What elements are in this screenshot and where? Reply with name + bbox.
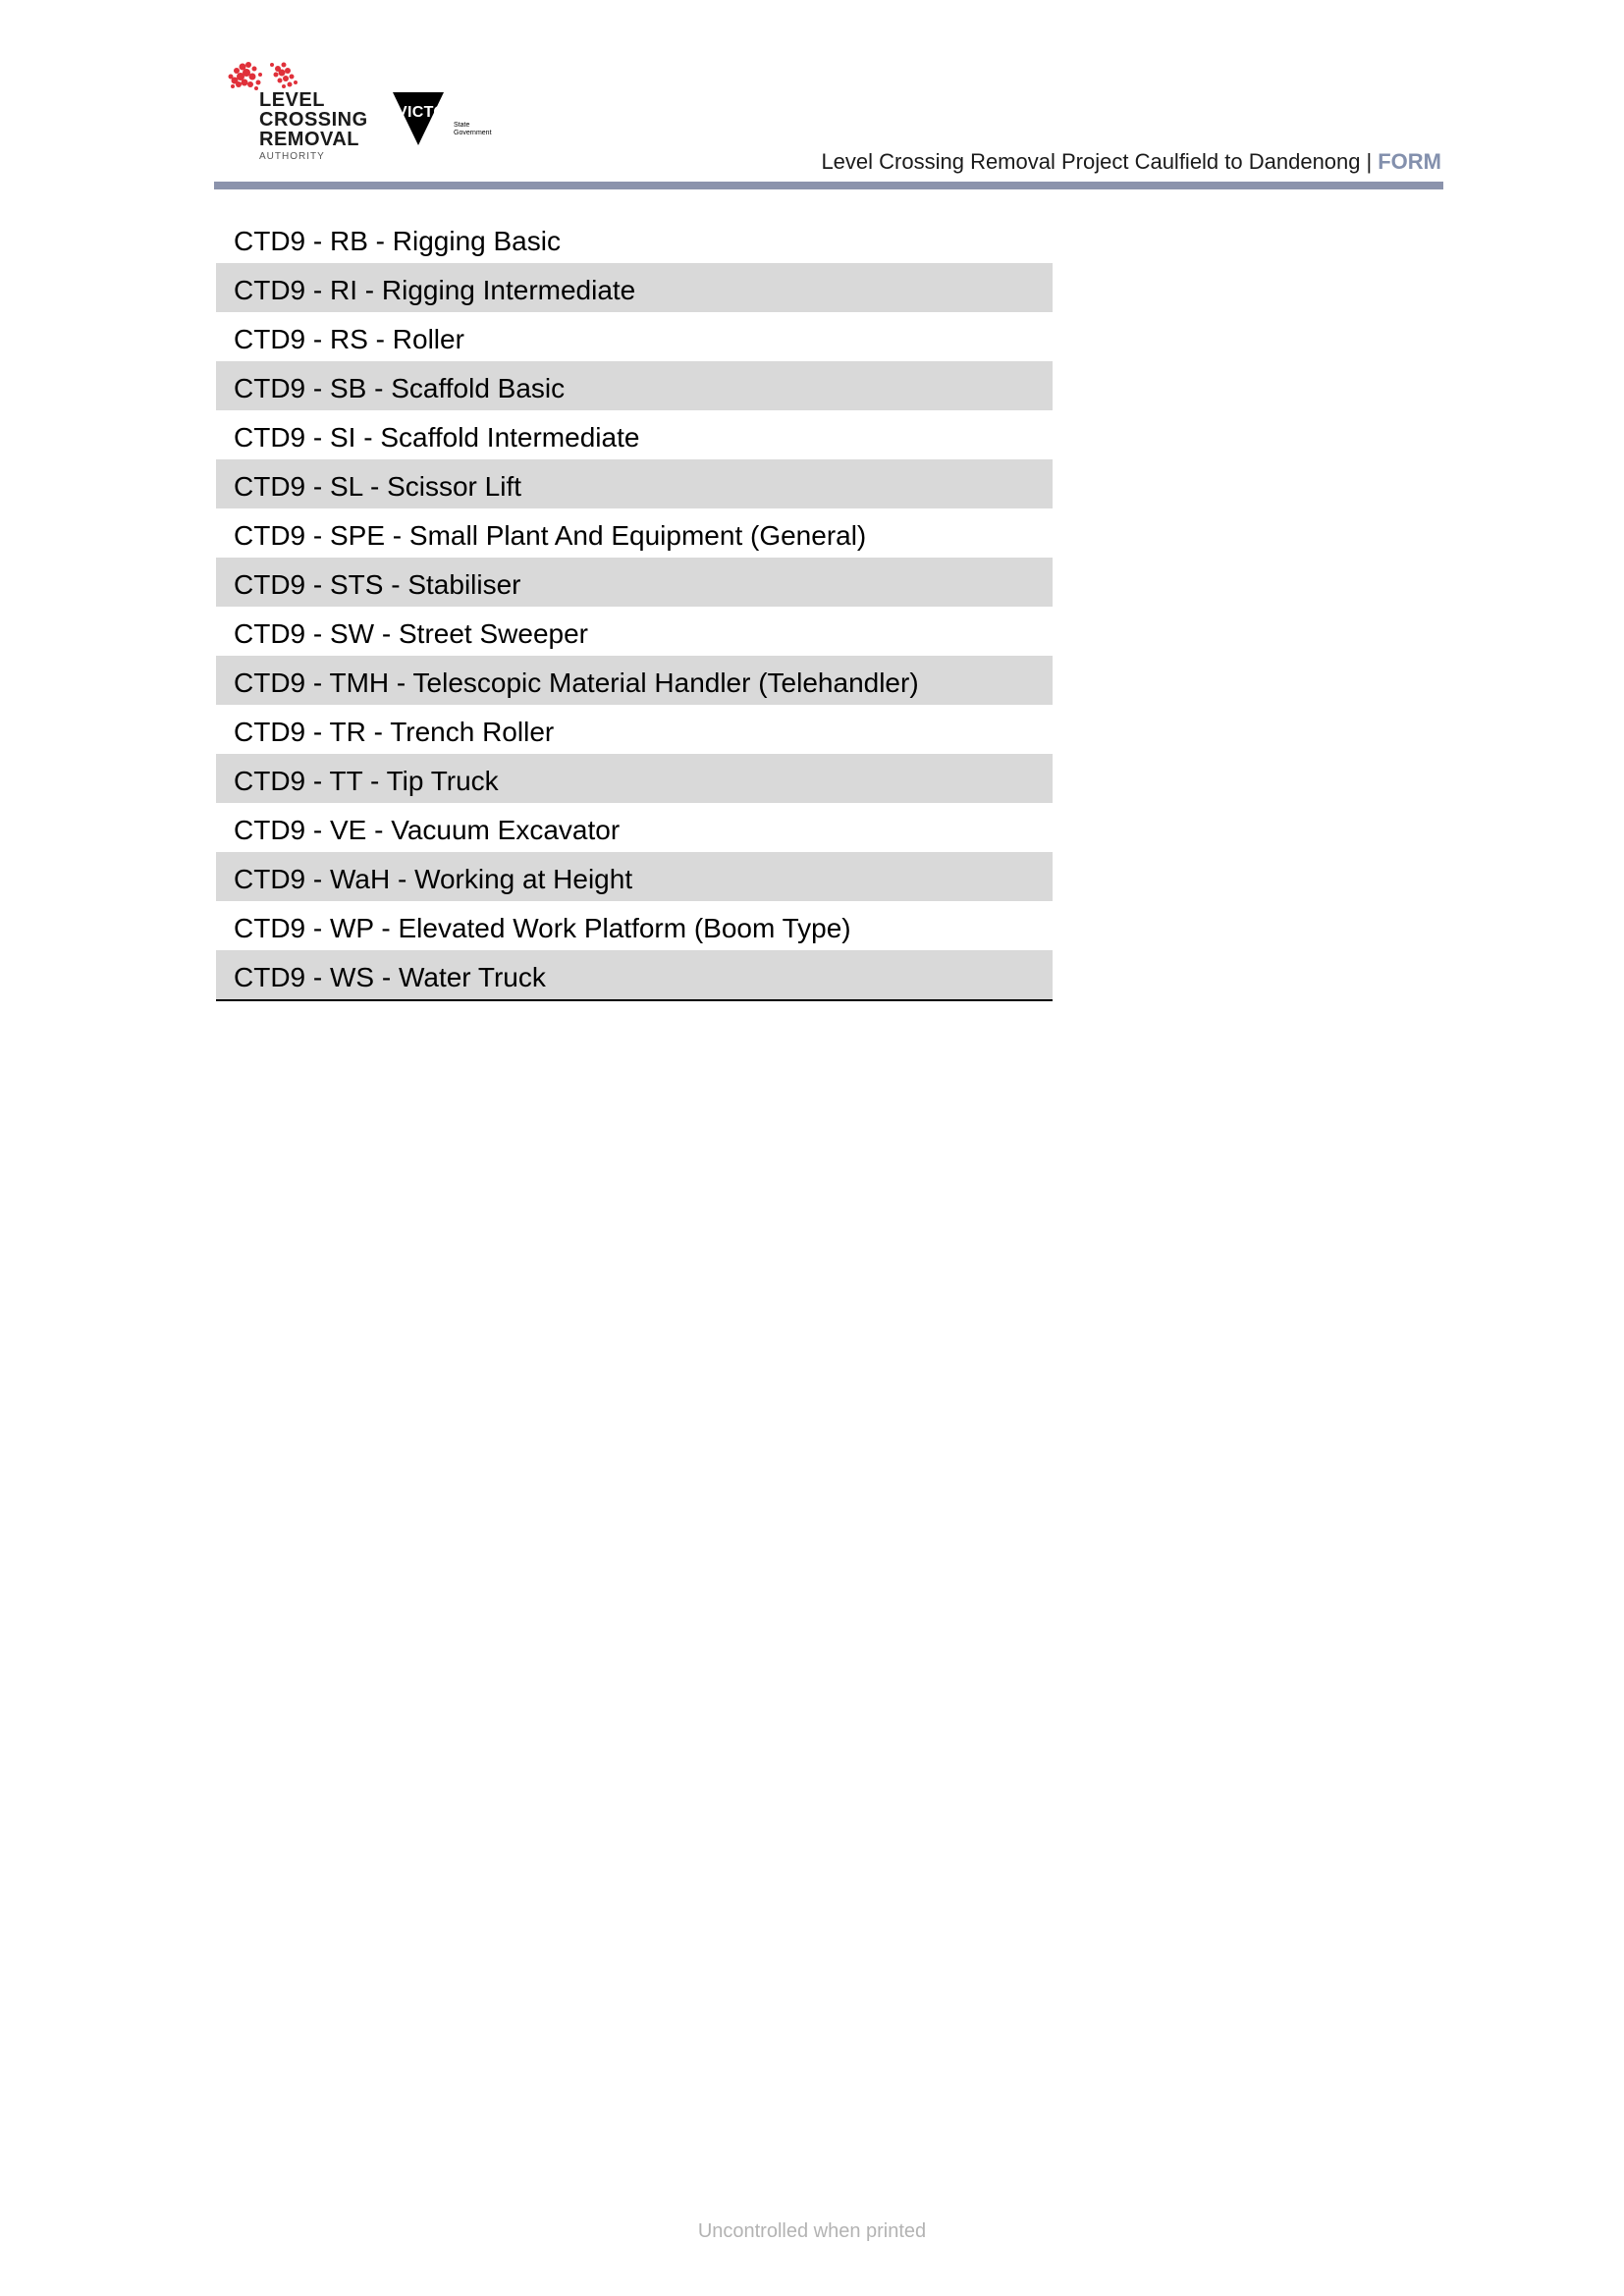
list-item: CTD9 - RS - Roller [234, 324, 464, 354]
logo-text-line: AUTHORITY [259, 151, 325, 162]
list-item: CTD9 - TMH - Telescopic Material Handler (Telehandler) [216, 656, 1053, 705]
list-item: CTD9 - VE - Vacuum Excavator [234, 815, 621, 845]
list-item: CTD9 - WP - Elevated Work Platform (Boom Type) [234, 913, 851, 943]
victoria-state-government-logo [393, 92, 501, 151]
list-item: CTD9 - TR - Trench Roller [234, 717, 555, 747]
competency-list [216, 214, 1053, 1001]
list-item: CTD9 - SB - Scaffold Basic [216, 361, 1053, 410]
logo-text-line: REMOVAL [259, 129, 360, 150]
victoria-logo-text: VICTORIA [397, 104, 474, 121]
list-item: CTD9 - SPE - Small Plant And Equipment (General) [234, 520, 867, 551]
list-item: CTD9 - RI - Rigging Intermediate [216, 263, 1053, 312]
header-divider [214, 182, 1443, 189]
list-item: CTD9 - WaH - Working at Height [216, 852, 1053, 901]
doc-type-label: FORM [1378, 149, 1441, 174]
level-crossing-removal-logo [221, 57, 368, 165]
list-item: CTD9 - SL - Scissor Lift [216, 459, 1053, 508]
list-item: CTD9 - TT - Tip Truck [216, 754, 1053, 803]
logo-text-line: LEVEL [259, 89, 325, 111]
logo-text-line: CROSSING [259, 109, 368, 131]
list-item: CTD9 - WS - Water Truck [216, 950, 1053, 999]
footer-note: Uncontrolled when printed [697, 2220, 927, 2242]
title-separator: | [1366, 149, 1373, 174]
project-title: Level Crossing Removal Project Caulfield to Dandenong [821, 149, 1361, 174]
list-item: CTD9 - SI - Scaffold Intermediate [234, 422, 640, 453]
list-item: CTD9 - STS - Stabiliser [216, 558, 1053, 607]
list-item: CTD9 - RB - Rigging Basic [234, 226, 561, 256]
victoria-triangle-icon [393, 92, 452, 151]
list-item: CTD9 - SW - Street Sweeper [234, 618, 588, 649]
header-title [821, 149, 1441, 175]
state-government-text: State Government [454, 122, 492, 136]
